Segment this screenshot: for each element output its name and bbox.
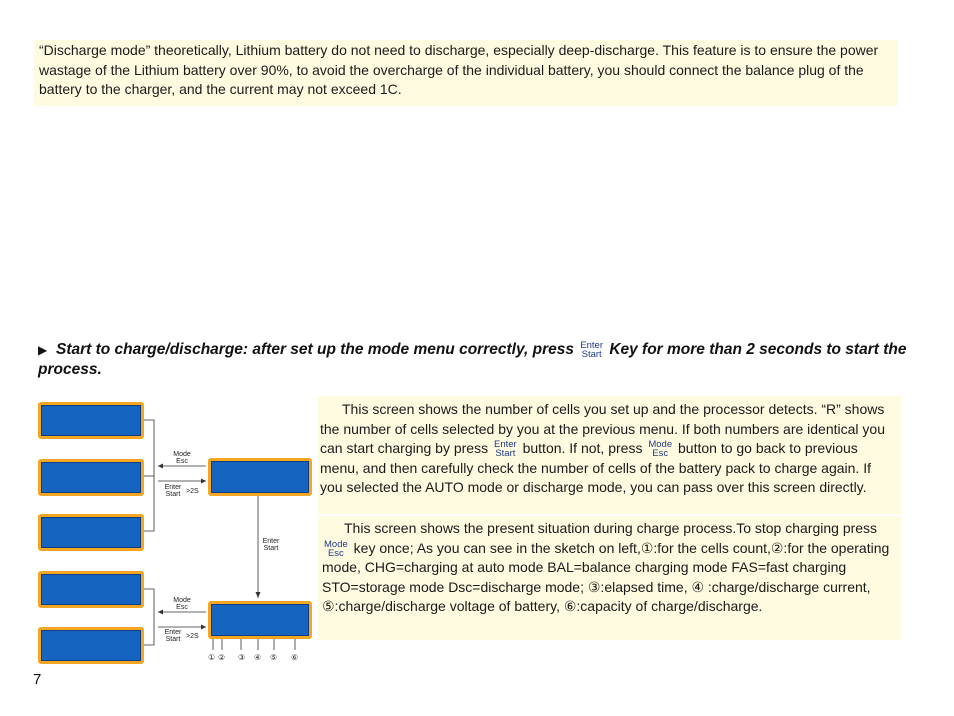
marker-1: ① [208, 653, 216, 662]
bullet-triangle-icon: ▶ [38, 343, 48, 357]
marker-5: ⑤ [270, 653, 278, 662]
marker-2: ② [218, 653, 226, 662]
charge-status-note-text-2: key once; As you can see in the sketch on left,①:for the cells count,②:for the operating mode, CHG=charging at auto mode BAL=balance charging mode FAS=fast charging STO=storage mode Dsc=discharge mode; ③:elapsed time, ④ :charge/discharge current, ⑤:charge/discharge voltage of battery, ⑥:capacity of charge/discharge. [322, 539, 890, 614]
mode-esc-key-icon: Mode Esc [324, 538, 348, 559]
discharge-mode-note-text: “Discharge mode” theoretically, Lithium battery do not need to discharge, especially deep-discharge. This feature is to ensure the power wastage of the Lithium battery over 90%, to avoid the overcharge of the individual battery, you should connect the balance plug of the battery to the charger, and the current may not exceed 1C. [39, 42, 879, 97]
long-press-label: >2S [186, 488, 199, 495]
lcd-screen [38, 627, 144, 664]
heading-text-after: Key for more than 2 seconds to start the process. [38, 341, 907, 378]
lcd-screen [38, 402, 144, 439]
lcd-cell-check-screen [208, 458, 312, 496]
cell-check-note-text-3: button to go back to previous menu, and then carefully check the number of cells of the battery pack to charge again. If you selected the AUTO mode or discharge mode, you can pass over this screen directly. [320, 440, 871, 495]
mode-esc-key-icon: Mode Esc [648, 439, 673, 460]
lcd-screen [38, 514, 144, 551]
cell-check-note [318, 396, 901, 514]
cell-check-note-text-2: button. If not, press [522, 440, 643, 456]
long-press-label: >2S [186, 633, 199, 640]
charge-status-note [318, 516, 901, 640]
lcd-charging-status-screen [208, 601, 312, 639]
heading-text-before: Start to charge/discharge: after set up the mode menu correctly, press [56, 341, 574, 358]
lcd-screen [38, 571, 144, 608]
enter-start-label: Enter Start [164, 484, 182, 498]
mode-esc-label: Mode Esc [173, 451, 191, 465]
enter-start-key-icon: Enter Start [493, 439, 517, 460]
charge-status-note-text-1: This screen shows the present situation during charge process.To stop charging press [344, 520, 878, 536]
enter-start-key-icon: Enter Start [580, 339, 603, 360]
marker-6: ⑥ [291, 653, 299, 662]
enter-start-label: Enter Start [164, 629, 182, 643]
mode-esc-label: Mode Esc [173, 597, 191, 611]
marker-3: ③ [238, 653, 246, 662]
page-number: 7 [33, 671, 42, 688]
cell-check-note-text-1: This screen shows the number of cells you set up and the processor detects. “R” shows the number of cells selected by you at the previous menu. If both numbers are identical you can start charging by press [320, 401, 885, 456]
lcd-screen [38, 459, 144, 496]
marker-4: ④ [254, 653, 262, 662]
enter-start-label: Enter Start [262, 538, 280, 552]
